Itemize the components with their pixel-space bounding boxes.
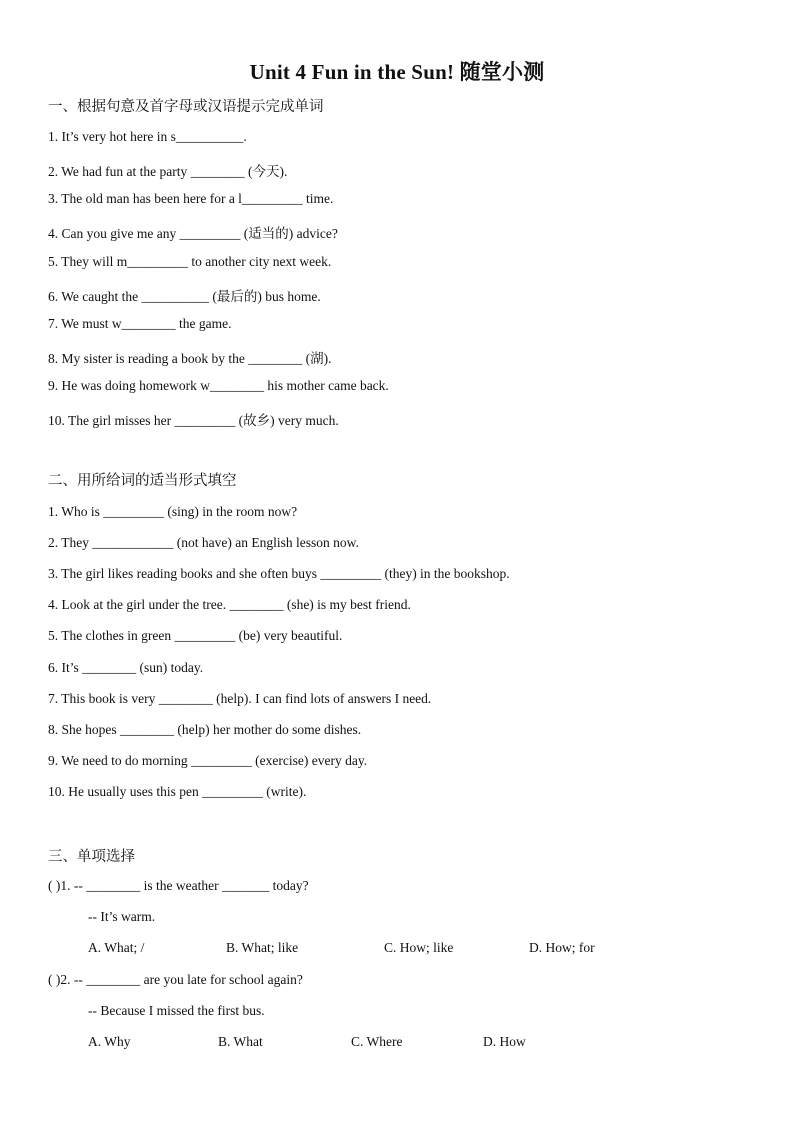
question-1-option-d: D. How; for (529, 940, 595, 955)
question-1-reply: -- It’s warm. (88, 909, 156, 924)
section-two-item-6: 6. It’s ________ (sun) today. (48, 660, 204, 675)
section-one-item-6: 6. We caught the __________ (最后的) bus home. (48, 289, 321, 304)
section-one-item-8: 8. My sister is reading a book by the ________ (湖). (48, 351, 332, 366)
question-1-stem: ( )1. -- ________ is the weather _______ today? (48, 878, 309, 893)
question-2-option-a: A. Why (88, 1034, 131, 1049)
section-one-item-1: 1. It’s very hot here in s__________. (48, 129, 247, 144)
section-three-heading: 三、单项选择 (48, 849, 135, 865)
question-2-option-c: C. Where (351, 1034, 403, 1049)
section-two-item-2: 2. They ____________ (not have) an English lesson now. (48, 535, 359, 550)
section-two-heading: 二、用所给词的适当形式填空 (48, 473, 237, 489)
section-two-item-4: 4. Look at the girl under the tree. ________ (she) is my best friend. (48, 597, 411, 612)
question-2-reply: -- Because I missed the first bus. (88, 1003, 265, 1018)
section-two-item-1: 1. Who is _________ (sing) in the room now? (48, 504, 298, 519)
section-one-item-5: 5. They will m_________ to another city next week. (48, 254, 332, 269)
section-two-item-9: 9. We need to do morning _________ (exercise) every day. (48, 753, 368, 768)
section-one-item-9: 9. He was doing homework w________ his mother came back. (48, 378, 389, 393)
section-one-item-3: 3. The old man has been here for a l_________ time. (48, 191, 334, 206)
section-one-item-10: 10. The girl misses her _________ (故乡) very much. (48, 413, 339, 428)
question-2-stem: ( )2. -- ________ are you late for school again? (48, 972, 303, 987)
question-1-option-b: B. What; like (226, 940, 299, 955)
question-2-option-b: B. What (218, 1034, 263, 1049)
question-2-option-d: D. How (483, 1034, 526, 1049)
section-one-item-2: 2. We had fun at the party ________ (今天). (48, 164, 288, 179)
section-two-item-7: 7. This book is very ________ (help). I can find lots of answers I need. (48, 691, 432, 706)
section-one-heading: 一、根据句意及首字母或汉语提示完成单词 (48, 99, 324, 115)
question-1-option-a: A. What; / (88, 940, 145, 955)
section-two-item-3: 3. The girl likes reading books and she often buys _________ (they) in the bookshop. (48, 566, 510, 581)
section-two-item-8: 8. She hopes ________ (help) her mother do some dishes. (48, 722, 362, 737)
section-two-item-10: 10. He usually uses this pen _________ (write). (48, 784, 307, 799)
page-title: Unit 4 Fun in the Sun! 随堂小测 (249, 60, 545, 84)
question-1-option-c: C. How; like (384, 940, 454, 955)
section-one-item-7: 7. We must w________ the game. (48, 316, 232, 331)
section-one-item-4: 4. Can you give me any _________ (适当的) advice? (48, 226, 338, 241)
section-two-item-5: 5. The clothes in green _________ (be) very beautiful. (48, 628, 343, 643)
